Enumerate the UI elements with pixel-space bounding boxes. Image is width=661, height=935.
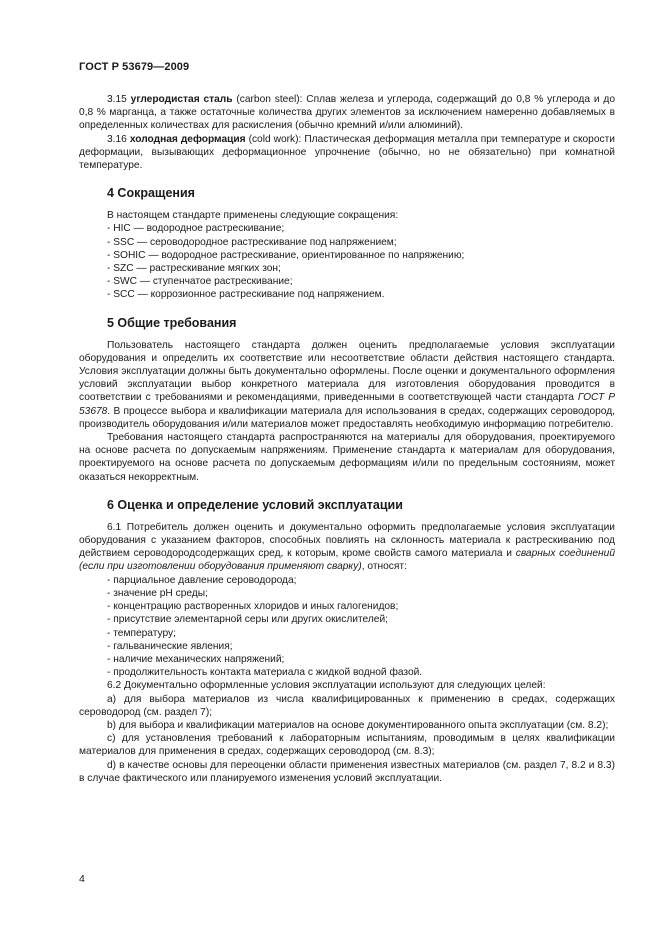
section-6-heading: 6 Оценка и определение условий эксплуатации — [107, 497, 403, 512]
text-run: 6.1 Потребитель должен оценить и документально оформить предполагаемые условия эксплуатации оборудования с указанием факторов, способных повлиять на склонность материала к растрескиванию под действием сероводородсодержащих сред, к которым, кроме свойств самого материала и — [79, 521, 615, 560]
italic-text: сварных соединений (если при изготовлении оборудования применяют сварку) — [79, 548, 615, 573]
section-4-intro: В настоящем стандарте применены следующие сокращения: — [107, 210, 399, 222]
clause-6-2-b: b) для выбора и квалификации материалов на основе документированного опыта эксплуатации (см. 8.2); — [107, 719, 609, 731]
list-item: - парциальное давление сероводорода; — [107, 574, 297, 586]
page-header: ГОСТ Р 53679—2009 — [79, 61, 190, 73]
clause-number: 3.16 — [107, 133, 127, 145]
clause-number: 3.15 — [107, 94, 127, 105]
clause-6-2-a: а) для выбора материалов из числа квалифицированных к применению в средах, содержащих сероводород (см. раздел 7); — [79, 693, 615, 718]
text-run: Пользователь настоящего стандарта должен оценить предполагаемые условия эксплуатации оборудования и определить их соответствие или несоответствие области действия настоящего стандарта. Условия эксплуатации должны быть документально оформлены. После оценки и документального оформления условий эксплуатации выбор конкретного материала для изготовления оборудования проводится в соответствии с требованиями и рекомендациями, приведенными в соответствующей части стандарта — [79, 339, 615, 404]
section-5-paragraph-1 — [79, 339, 615, 431]
section-5-paragraph-2: Требования настоящего стандарта распространяются на материалы для оборудования, проектируемого на основе расчета по допускаемым напряжениям. Применение стандарта к материалам для оборудования, проектируемого на основе расчета по допускаемым деформациям и/или по предельным состояниям, может оказаться некорректным. — [79, 432, 615, 483]
text-run: , относят: — [361, 561, 407, 573]
clause-3-16 — [79, 133, 615, 173]
text-run: . В процессе выбора и квалификации материала для использования в средах, содержащих сероводород, производитель оборудования и/или материалов может предоставлять необходимую информацию потребителю. — [79, 405, 615, 430]
definition: (cold work): Пластическая деформация металла при температуре и скорости деформации, вызывающих деформационное упрочнение (обычно, но не обязательно) при комнатной температуре. — [79, 133, 615, 172]
term: холодная деформация — [129, 133, 246, 145]
list-item: - SZC — растрескивание мягких зон; — [107, 263, 281, 275]
page-content — [79, 93, 615, 785]
clause-6-2-c: c) для установления требований к лабораторным испытаниям, проводимым в целях квалификации материалов для применения в средах, содержащих сероводород (см. 8.3); — [79, 733, 615, 758]
list-item: - присутствие элементарной серы или других окислителей; — [107, 614, 388, 626]
list-item: - концентрацию растворенных хлоридов и иных галогенидов; — [107, 601, 399, 613]
clause-6-2: 6.2 Документально оформленные условия эксплуатации используют для следующих целей: — [107, 680, 546, 692]
clause-6-2-d: d) в качестве основы для переоценки области применения известных материалов (см. раздел 7, 8.2 и 8.3) в случае фактического или планируемого изменения условий эксплуатации. — [79, 759, 615, 784]
list-item: - SSC — сероводородное растрескивание под напряжением; — [107, 236, 397, 248]
definition: (carbon steel): Сплав железа и углерода, содержащий до 0,8 % углерода и до 0,8 % марганца, а также остаточные количества других элементов за исключением намеренно добавляемых в определенных количествах для раскисления (обычно кремний и/или алюминий). — [79, 94, 615, 132]
list-item: - температуру; — [107, 627, 176, 639]
term: углеродистая сталь — [130, 94, 233, 105]
section-5-heading: 5 Общие требования — [107, 315, 237, 330]
page-number: 4 — [79, 873, 85, 885]
clause-6-1 — [79, 521, 615, 574]
list-item: - гальванические явления; — [107, 640, 233, 652]
list-item: - продолжительность контакта материала с жидкой водной фазой. — [107, 667, 423, 679]
clause-3-15 — [79, 93, 615, 133]
list-item: - значение рН среды; — [107, 587, 208, 599]
list-item: - SWC — ступенчатое растрескивание; — [107, 276, 293, 288]
list-item: - наличие механических напряжений; — [107, 653, 285, 665]
standard-reference: ГОСТ Р 53678 — [79, 392, 616, 417]
list-item: - SCC — коррозионное растрескивание под напряжением. — [107, 289, 385, 301]
section-4-heading: 4 Сокращения — [107, 186, 195, 201]
list-item: - SOHIC — водородное растрескивание, ориентированное по напряжению; — [107, 249, 465, 261]
list-item: - HIC — водородное растрескивание; — [107, 223, 285, 235]
